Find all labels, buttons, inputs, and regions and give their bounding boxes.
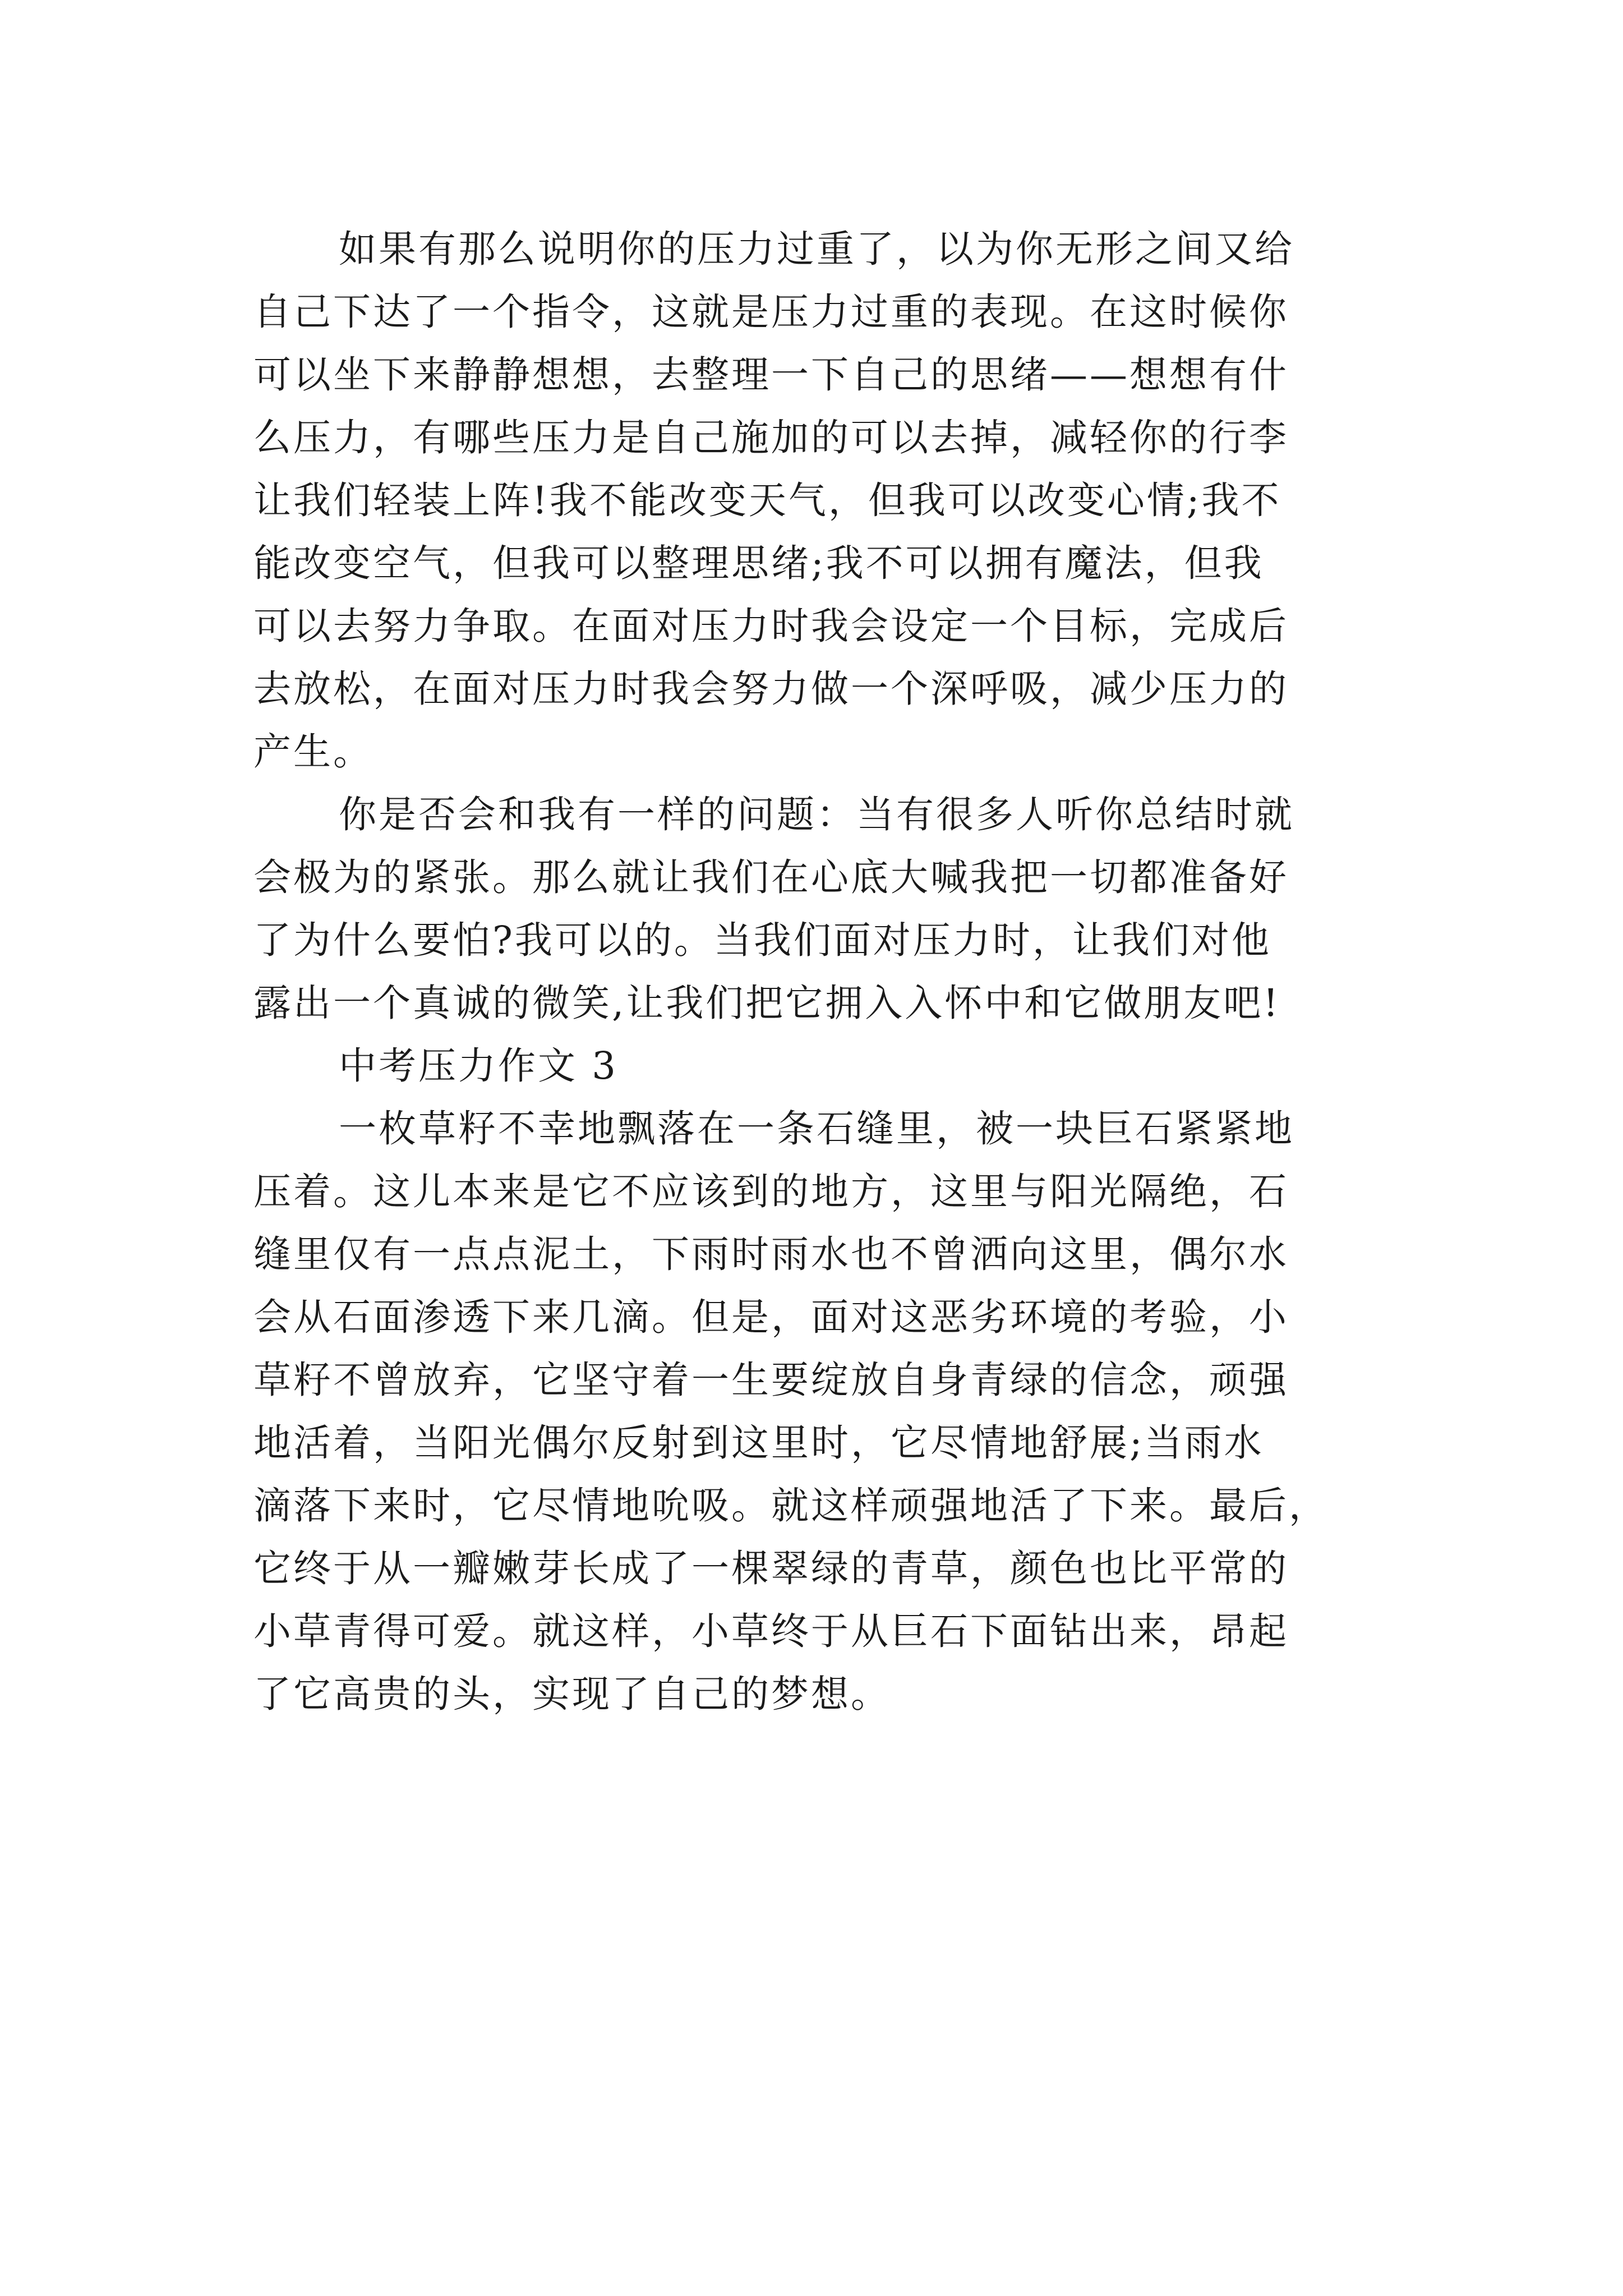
- text-line: 么压力，有哪些压力是自己施加的可以去掉，减轻你的行李: [253, 416, 1289, 459]
- text-line: 它终于从一瓣嫩芽长成了一棵翠绿的青草，颜色也比平常的: [253, 1547, 1289, 1590]
- text-line: 让我们轻装上阵!我不能改变天气，但我可以改变心情;我不: [253, 478, 1281, 522]
- text-line: 小草青得可爱。就这样，小草终于从巨石下面钻出来，昂起: [253, 1609, 1289, 1653]
- text-line: 露出一个真诚的微笑,让我们把它拥入入怀中和它做朋友吧!: [253, 981, 1281, 1025]
- text-line: 了它高贵的头，实现了自己的梦想。: [253, 1672, 891, 1716]
- text-line: 去放松，在面对压力时我会努力做一个深呼吸，减少压力的: [253, 667, 1289, 711]
- text-line: 你是否会和我有一样的问题：当有很多人听你总结时就: [339, 793, 1294, 836]
- text-line: 一枚草籽不幸地飘落在一条石缝里，被一块巨石紧紧地: [339, 1107, 1294, 1151]
- text-line: 了为什么要怕?我可以的。当我们面对压力时，让我们对他: [253, 918, 1271, 962]
- text-line: 自己下达了一个指令，这就是压力过重的表现。在这时候你: [253, 290, 1289, 334]
- document-body: [253, 218, 1370, 1726]
- text-line: 压着。这儿本来是它不应该到的地方，这里与阳光隔绝，石: [253, 1170, 1289, 1213]
- text-line: 会从石面渗透下来几滴。但是，面对这恶劣环境的考验，小: [253, 1295, 1289, 1339]
- section-heading: 中考压力作文 3: [339, 1044, 618, 1088]
- text-line: 会极为的紧张。那么就让我们在心底大喊我把一切都准备好: [253, 855, 1289, 899]
- text-line: 草籽不曾放弃，它坚守着一生要绽放自身青绿的信念，顽强: [253, 1358, 1289, 1402]
- text-line: 能改变空气，但我可以整理思绪;我不可以拥有魔法，但我: [253, 541, 1264, 585]
- text-line: 可以坐下来静静想想，去整理一下自己的思绪——想想有什: [253, 353, 1289, 397]
- text-line: 滴落下来时，它尽情地吮吸。就这样顽强地活了下来。最后，: [253, 1484, 1329, 1527]
- text-line: 地活着，当阳光偶尔反射到这里时，它尽情地舒展;当雨水: [253, 1421, 1264, 1465]
- text-line: 可以去努力争取。在面对压力时我会设定一个目标，完成后: [253, 604, 1289, 648]
- text-line: 产生。: [253, 730, 373, 774]
- text-line: 缝里仅有一点点泥土，下雨时雨水也不曾洒向这里，偶尔水: [253, 1232, 1289, 1276]
- text-line: 如果有那么说明你的压力过重了，以为你无形之间又给: [339, 227, 1294, 271]
